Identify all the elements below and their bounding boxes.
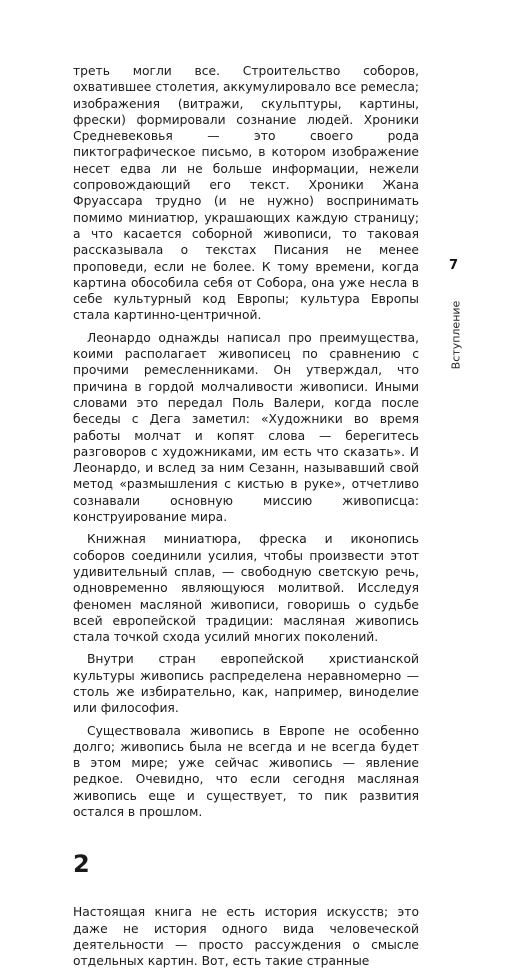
section-number: 2: [73, 850, 90, 879]
paragraph: Внутри стран европейской христианской культуры живопись распределена неравномерно — столь же избирательно, как, например, виноделие или философия.: [73, 652, 419, 716]
running-head: Вступление: [449, 300, 463, 370]
paragraph: Существовала живопись в Европе не особенно долго; живопись была не всегда и не всегда будет в этом мире; уже сейчас живопись — явление редкое. Очевидно, что если сегодня масляная живопись еще и существует, то пик развития остался в прошлом.: [73, 723, 419, 820]
paragraph: Леонардо однажды написал про преимущества, коими располагает живописец по сравнению с прочими ремесленниками. Он утверждал, что причина в гордой молчаливости живописи. Иными словами это передал Поль Валери, когда после беседы с Дега заметил: «Художники во время работы молчат и копят слова — берегитесь разговоров с художниками, им есть что сказать». И Леонардо, и вслед за ним Сезанн, называвший свой метод «размышления с кистью в руке», отчетливо сознавали основную миссию живописца: конструирование мира.: [73, 330, 419, 525]
paragraph: треть могли все. Строительство соборов, охватившее столетия, аккумулировало все ремесла; изображения (витражи, скульптуры, картины, фрески) формировали сознание людей. Хроники Средневековья — это своего рода пиктографическое письмо, в котором изображение несет едва ли не больше информации, нежели сопровождающий его текст. Хроники Жана Фруассара трудно (и не нужно) воспринимать помимо миниатюр, украшающих каждую страницу; а что касается соборной живописи, то таковая рассказывала о текстах Писания не менее проповеди, если не более. К тому времени, когда картина обособила себя от Собора, она уже несла в себе культурный код Европы; культура Европы стала картинно-центричной.: [73, 64, 419, 323]
page-number: 7: [449, 258, 459, 273]
paragraph: Настоящая книга не есть история искусств; это даже не история одного вида человеческой деятельности — просто рассуждения о смысле отдельных картин. Вот, есть такие странные: [73, 905, 419, 969]
paragraph: Книжная миниатюра, фреска и иконопись соборов соединили усилия, чтобы произвести этот удивительный сплав, — свободную светскую речь, одновременно являющуюся молитвой. Исследуя феномен масляной живописи, говоришь о судьбе всей европейской традиции: масляная живопись стала точкой схода усилий многих поколений.: [73, 532, 419, 645]
body-text: [73, 63, 419, 970]
